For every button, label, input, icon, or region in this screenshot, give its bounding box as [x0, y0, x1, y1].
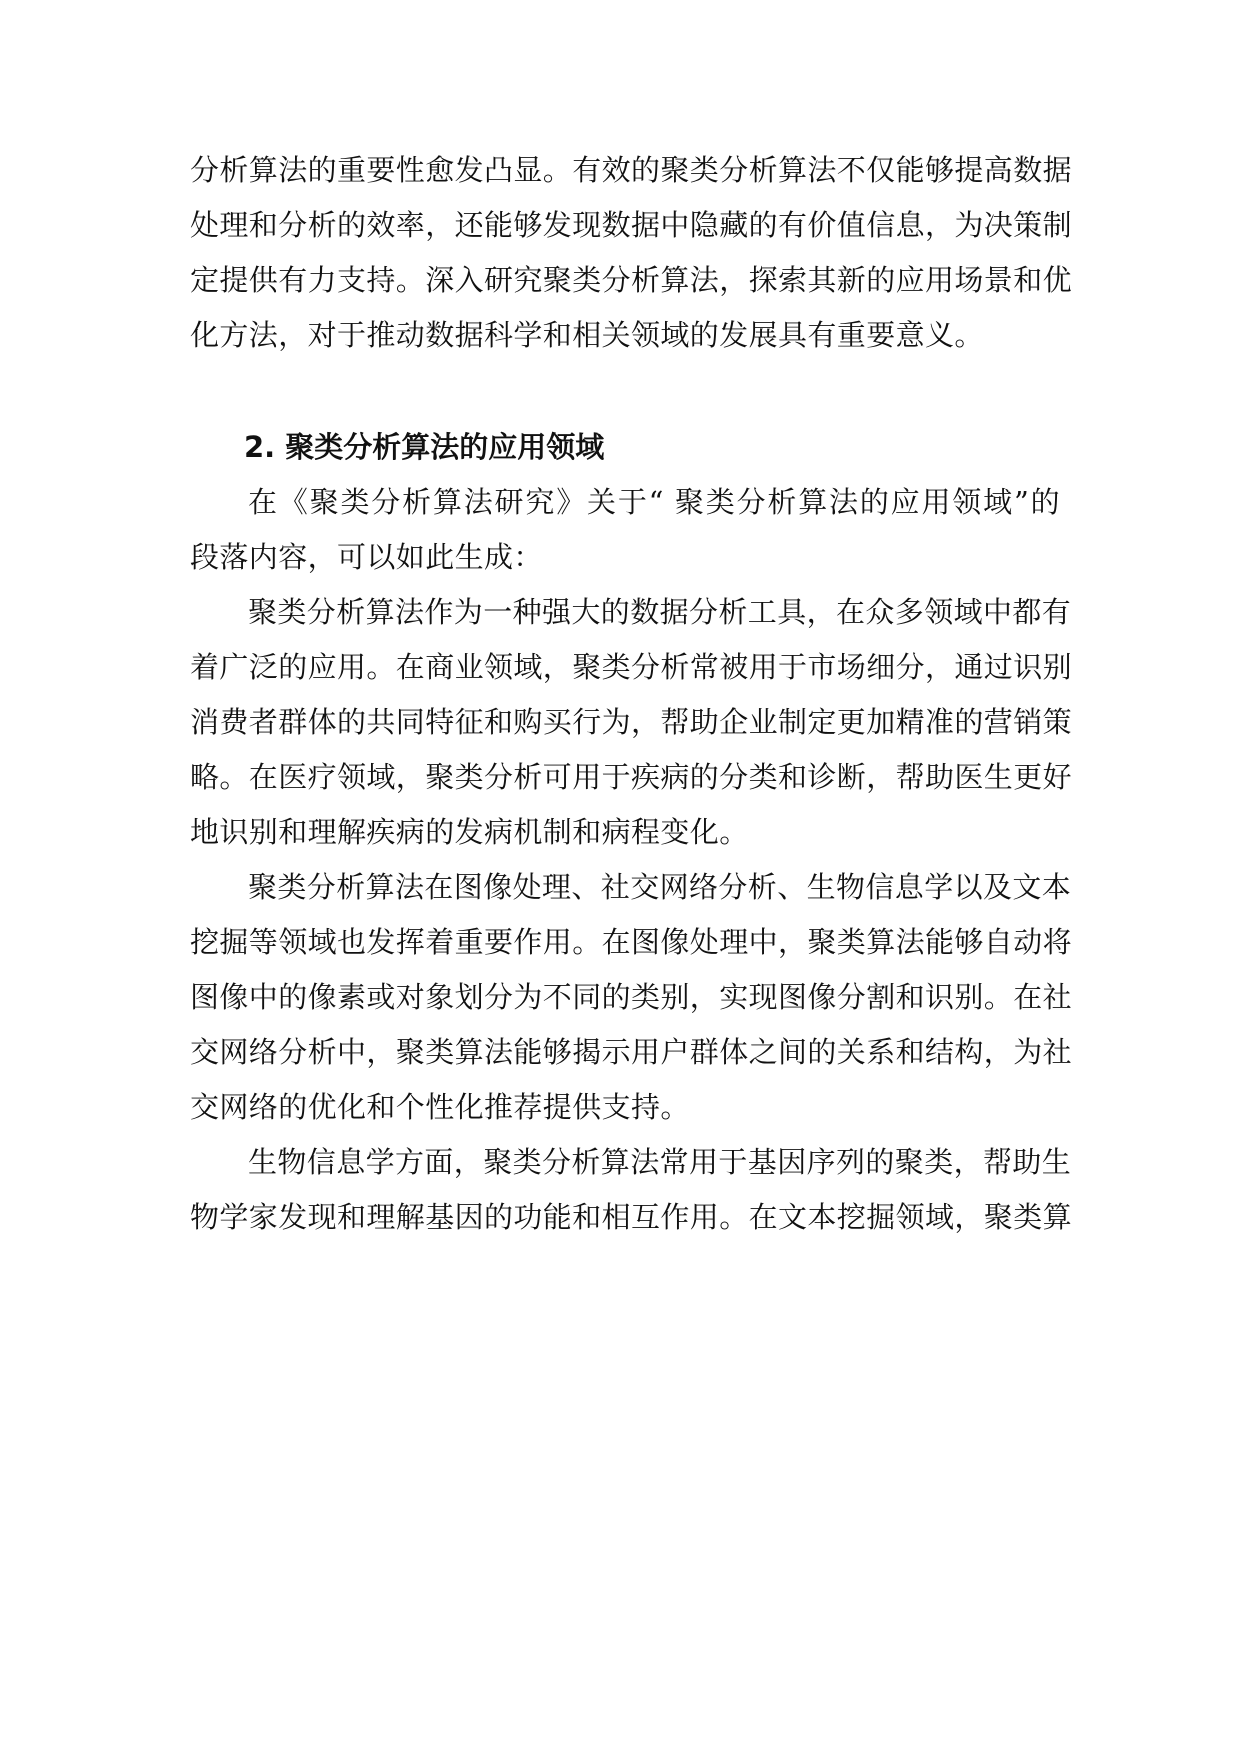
paragraph-2-line-1: 聚类分析算法在图像处理、社交网络分析、生物信息学以及文本	[248, 870, 1072, 904]
paragraph-2-line-3: 图像中的像素或对象划分为不同的类别，实现图像分割和识别。在社	[190, 980, 1073, 1014]
paragraph-1-line-4: 略。在医疗领域，聚类分析可用于疾病的分类和诊断，帮助医生更好	[190, 760, 1073, 794]
paragraph-3-line-2: 物学家发现和理解基因的功能和相互作用。在文本挖掘领域，聚类算	[190, 1200, 1073, 1234]
intro-line-3: 定提供有力支持。深入研究聚类分析算法，探索其新的应用场景和优	[190, 263, 1073, 297]
intro-line-1: 分析算法的重要性愈发凸显。有效的聚类分析算法不仅能够提高数据	[190, 153, 1073, 187]
paragraph-2-line-5: 交网络的优化和个性化推荐提供支持。	[190, 1090, 690, 1124]
prompt-line-1: 在《聚类分析算法研究》关于“ 聚类分析算法的应用领域”的	[248, 485, 1060, 519]
prompt-line-2: 段落内容，可以如此生成：	[190, 540, 543, 574]
intro-line-2: 处理和分析的效率，还能够发现数据中隐藏的有价值信息，为决策制	[190, 208, 1073, 242]
paragraph-1-line-5: 地识别和理解疾病的发病机制和病程变化。	[190, 815, 749, 849]
paragraph-2-line-2: 挖掘等领域也发挥着重要作用。在图像处理中，聚类算法能够自动将	[190, 925, 1073, 959]
paragraph-3-line-1: 生物信息学方面，聚类分析算法常用于基因序列的聚类，帮助生	[248, 1145, 1072, 1179]
paragraph-1-line-1: 聚类分析算法作为一种强大的数据分析工具，在众多领域中都有	[248, 595, 1072, 629]
intro-line-4: 化方法，对于推动数据科学和相关领域的发展具有重要意义。	[190, 318, 984, 352]
paragraph-1-line-3: 消费者群体的共同特征和购买行为，帮助企业制定更加精准的营销策	[190, 705, 1073, 739]
paragraph-1-line-2: 着广泛的应用。在商业领域，聚类分析常被用于市场细分，通过识别	[190, 650, 1073, 684]
section-heading: 2. 聚类分析算法的应用领域	[244, 430, 605, 464]
paragraph-2-line-4: 交网络分析中，聚类算法能够揭示用户群体之间的关系和结构，为社	[190, 1035, 1073, 1069]
